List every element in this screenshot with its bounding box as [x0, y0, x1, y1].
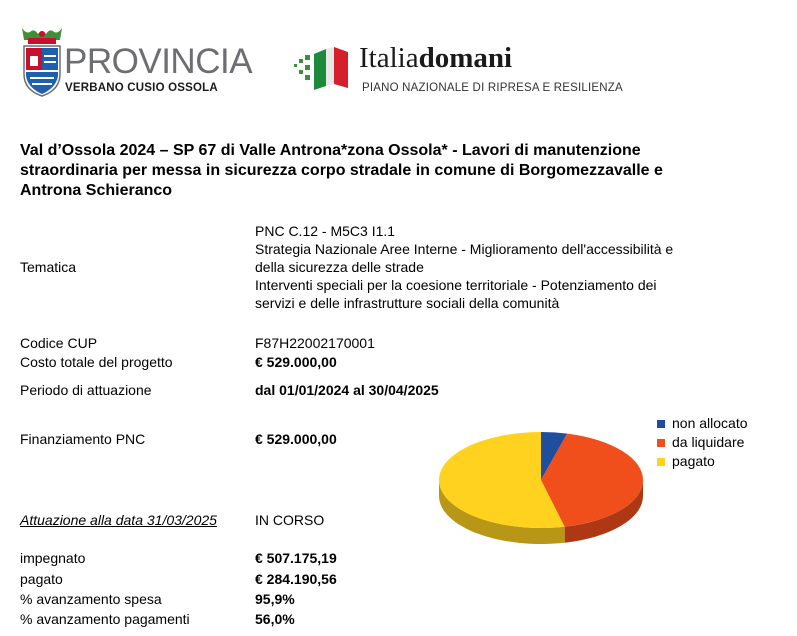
finanziamento-label: Finanziamento PNC	[20, 431, 146, 447]
legend-swatch	[657, 420, 665, 428]
legend-swatch	[657, 458, 665, 466]
legend-label: da liquidare	[672, 434, 745, 450]
legend-item	[657, 452, 748, 471]
chart-legend	[657, 414, 748, 471]
avanz-spesa-value: 95,9%	[255, 591, 295, 607]
legend-label: pagato	[672, 453, 715, 469]
tematica-line: PNC C.12 - M5C3 I1.1	[255, 223, 396, 239]
tematica-line: Interventi speciali per la coesione territoriale - Potenziamento dei	[255, 277, 657, 293]
title-line: Antrona Schieranco	[20, 182, 173, 199]
pagato-value: € 284.190,56	[255, 571, 337, 587]
legend-label: non allocato	[672, 415, 748, 431]
italiadomani-light: Italia	[359, 42, 419, 74]
finanziamento-value: € 529.000,00	[255, 431, 337, 447]
avanz-spesa-label: % avanzamento spesa	[20, 591, 162, 607]
avanz-pagamenti-value: 56,0%	[255, 611, 295, 627]
periodo-label: Periodo di attuazione	[20, 382, 152, 398]
italiadomani-bold: domani	[418, 42, 513, 74]
italiadomani-subtitle: PIANO NAZIONALE DI RIPRESA E RESILIENZA	[362, 82, 623, 94]
legend-swatch	[657, 439, 665, 447]
impegnato-value: € 507.175,19	[255, 550, 337, 566]
avanz-pagamenti-label: % avanzamento pagamenti	[20, 611, 190, 627]
provincia-wordmark: PROVINCIA	[64, 42, 253, 81]
pie-chart	[430, 420, 650, 570]
tematica-line: Strategia Nazionale Aree Interne - Miglioramento dell'accessibilità e	[255, 241, 674, 257]
tematica-line: servizi e delle infrastrutture sociali della comunità	[255, 295, 560, 311]
legend-item	[657, 433, 748, 452]
provincia-subtitle: VERBANO CUSIO OSSOLA	[65, 82, 218, 94]
costo-value: € 529.000,00	[255, 354, 337, 370]
impegnato-label: impegnato	[20, 550, 86, 566]
italiadomani-wordmark	[359, 44, 512, 73]
tematica-value	[255, 222, 775, 312]
italiadomani-logo	[292, 46, 352, 92]
costo-label: Costo totale del progetto	[20, 354, 173, 370]
provincia-crest-icon	[16, 26, 66, 98]
tematica-line: della sicurezza delle strade	[255, 259, 424, 275]
title-line: straordinaria per messa in sicurezza corpo stradale in comune di Borgomezzavalle e	[20, 162, 663, 179]
tematica-label: Tematica	[20, 259, 77, 275]
pagato-label: pagato	[20, 571, 63, 587]
codice-cup-value: F87H22002170001	[255, 335, 375, 351]
codice-cup-label: Codice CUP	[20, 335, 98, 351]
title-line: Val d’Ossola 2024 – SP 67 di Valle Antrona*zona Ossola* - Lavori di manutenzione	[20, 142, 641, 159]
attuazione-label: Attuazione alla data 31/03/2025	[20, 512, 217, 528]
project-title	[20, 141, 740, 201]
attuazione-value: IN CORSO	[255, 512, 325, 528]
periodo-value: dal 01/01/2024 al 30/04/2025	[255, 382, 439, 398]
italian-flag-icon	[292, 46, 352, 92]
legend-item	[657, 414, 748, 433]
